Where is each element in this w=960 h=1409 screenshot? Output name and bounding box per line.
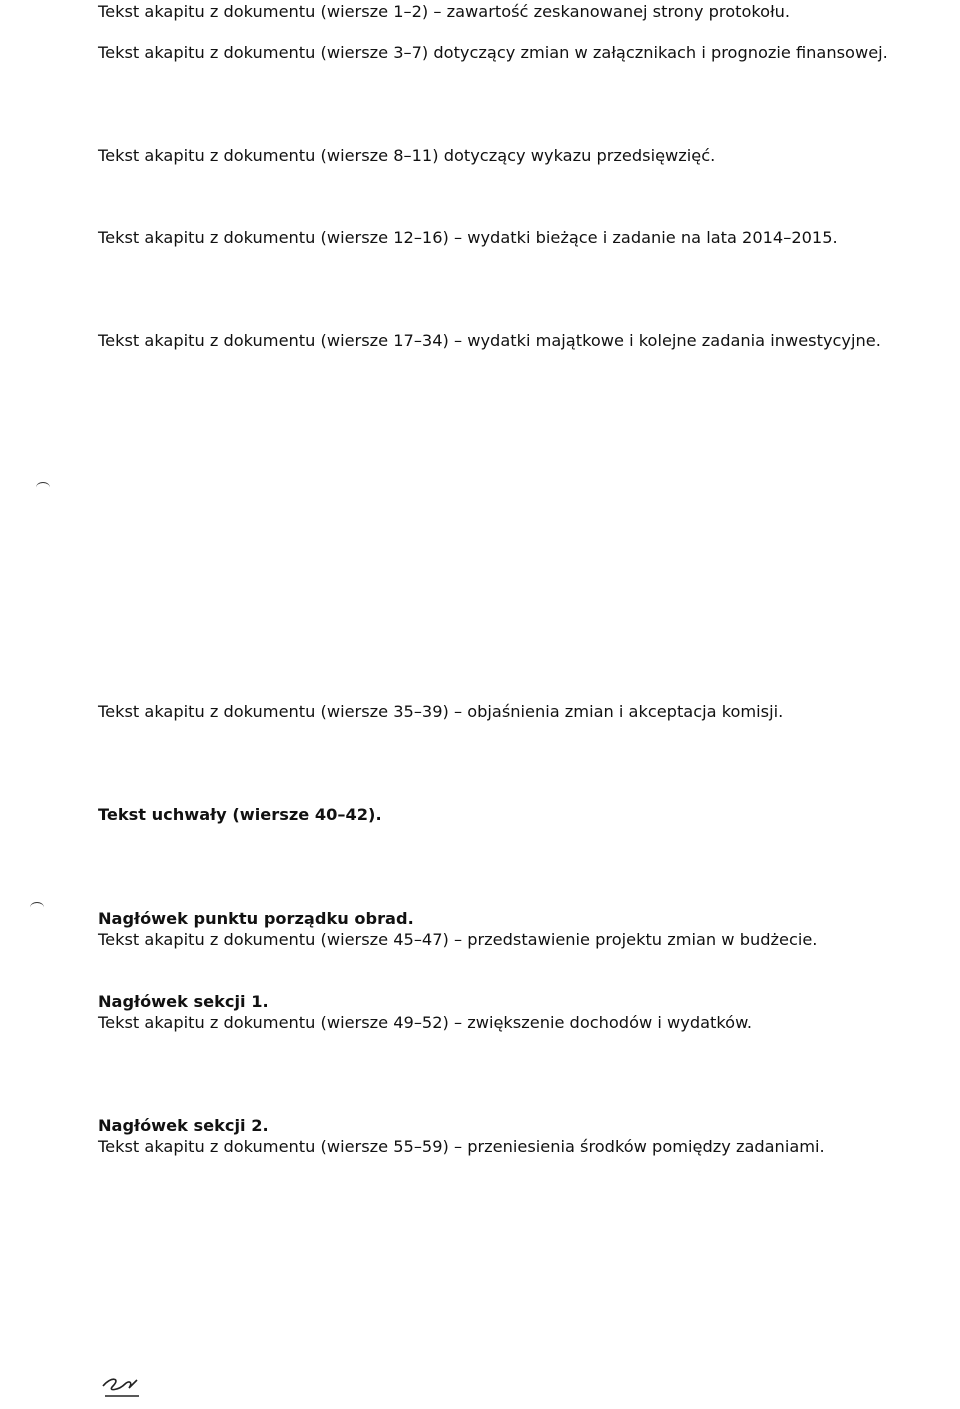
paragraph: Tekst akapitu z dokumentu (wiersze 3–7) dotyczący zmian w załącznikach i prognozie finansowej. <box>98 43 888 62</box>
paragraph: Tekst akapitu z dokumentu (wiersze 12–16) – wydatki bieżące i zadanie na lata 2014–2015. <box>98 228 838 247</box>
paragraph: Tekst akapitu z dokumentu (wiersze 1–2) – zawartość zeskanowanej strony protokołu. <box>98 2 791 21</box>
section-heading: Nagłówek sekcji 2. <box>98 1116 269 1135</box>
paragraph: Tekst akapitu z dokumentu (wiersze 8–11) dotyczący wykazu przedsięwzięć. <box>98 146 716 165</box>
paragraph: Tekst akapitu z dokumentu (wiersze 45–47) – przedstawienie projektu zmian w budżecie. <box>98 930 818 949</box>
signature-initials <box>99 1372 143 1402</box>
document-page <box>98 2 960 1240</box>
paragraph: Tekst akapitu z dokumentu (wiersze 35–39) – objaśnienia zmian i akceptacja komisji. <box>98 702 784 721</box>
paragraph: Tekst akapitu z dokumentu (wiersze 55–59) – przeniesienia środków pomiędzy zadaniami. <box>98 1137 825 1156</box>
margin-mark <box>30 902 44 913</box>
margin-mark <box>36 482 50 493</box>
paragraph: Tekst akapitu z dokumentu (wiersze 17–34) – wydatki majątkowe i kolejne zadania inwestycyjne. <box>98 331 881 350</box>
agenda-point-heading: Nagłówek punktu porządku obrad. <box>98 909 414 928</box>
paragraph: Tekst akapitu z dokumentu (wiersze 49–52) – zwiększenie dochodów i wydatków. <box>98 1013 752 1032</box>
resolution-text: Tekst uchwały (wiersze 40–42). <box>98 805 382 824</box>
section-heading: Nagłówek sekcji 1. <box>98 992 269 1011</box>
